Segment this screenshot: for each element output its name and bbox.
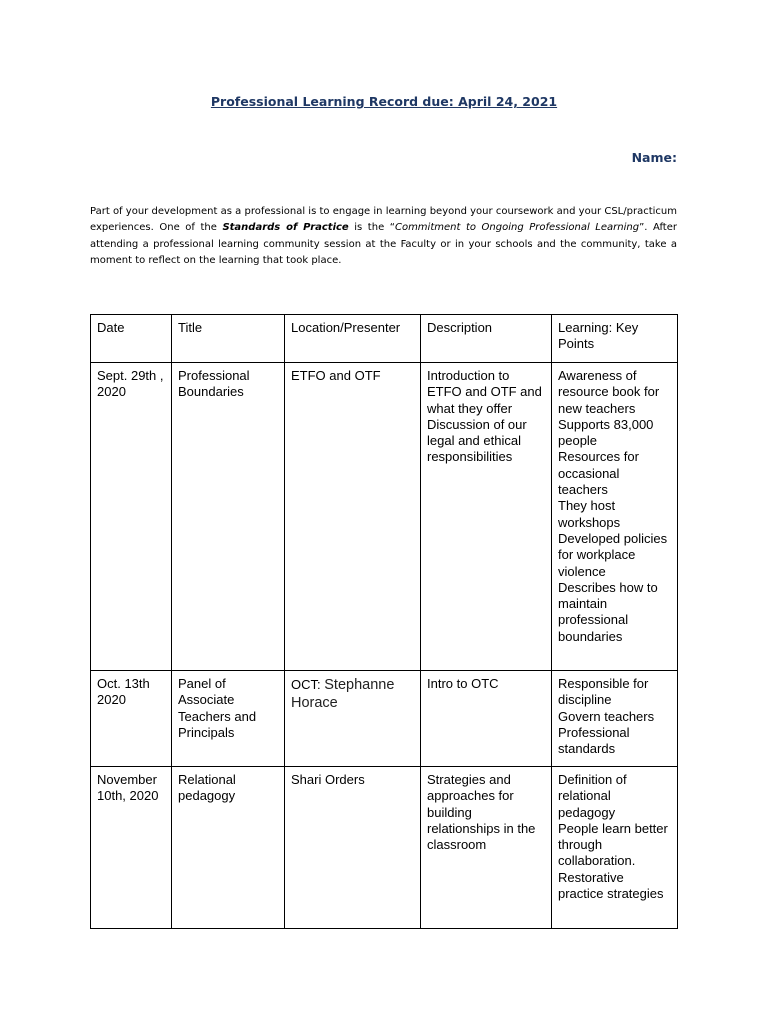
intro-paragraph: [90, 204, 677, 270]
presenter-prefix: OCT:: [291, 677, 321, 692]
presenter-name: Stephanne Horace: [291, 677, 395, 711]
table-header-row: [91, 315, 678, 363]
learning-point: Awareness of resource book for new teachers: [558, 368, 660, 416]
standards-of-practice-emphasis: Standards of Practice: [222, 222, 349, 234]
learning-point: Resources for occasional teachers: [558, 449, 639, 498]
cell-learning: [552, 767, 678, 929]
cell-location: [285, 671, 421, 767]
cell-location: ETFO and OTF: [285, 363, 421, 671]
learning-point: Describes how to maintain professional boundaries: [558, 579, 658, 644]
learning-point: People learn better through collaboration.: [558, 820, 668, 869]
learning-point: Professional standards: [558, 724, 630, 757]
table-row: [91, 671, 678, 767]
header-description: Description: [421, 315, 552, 363]
table-row: [91, 363, 678, 671]
intro-text-1: Part of your development as a professional is to engage in learning beyond your coursework and your CSL/practicum experiences. One of the: [90, 206, 677, 234]
cell-title: Professional Boundaries: [172, 363, 285, 671]
description-line: Introduction to ETFO and OTF and what they offer: [427, 368, 542, 416]
header-learning: Learning: Key Points: [552, 315, 678, 363]
learning-point: Govern teachers: [558, 708, 655, 724]
cell-location: Shari Orders: [285, 767, 421, 929]
cell-title: Relational pedagogy: [172, 767, 285, 929]
header-location: Location/Presenter: [285, 315, 421, 363]
cell-description: [421, 363, 552, 671]
description-line: Discussion of our legal and ethical responsibilities: [427, 416, 527, 465]
commitment-emphasis: Commitment to Ongoing Professional Learning: [394, 222, 640, 234]
learning-point: Definition of relational pedagogy: [558, 772, 627, 820]
cell-learning: [552, 363, 678, 671]
cell-learning: [552, 671, 678, 767]
cell-title: Panel of Associate Teachers and Principals: [172, 671, 285, 767]
table-row: [91, 767, 678, 929]
cell-description: [421, 671, 552, 767]
learning-record-table: [90, 314, 678, 929]
intro-text-3: ”. After attending a professional learning community session at the Faculty or in your schools and the community, take a moment to reflect on the learning that took place.: [90, 222, 677, 267]
header-date: Date: [91, 315, 172, 363]
learning-point: Supports 83,000 people: [558, 416, 654, 449]
name-label: Name:: [631, 150, 677, 165]
cell-date: November 10th, 2020: [91, 767, 172, 929]
page-title: Professional Learning Record due: April 24, 2021: [210, 94, 558, 109]
learning-point: Restorative practice strategies: [558, 869, 664, 902]
cell-description: [421, 767, 552, 929]
intro-text-2: is the “: [348, 222, 395, 234]
cell-date: Oct. 13th 2020: [91, 671, 172, 767]
learning-point: Responsible for discipline: [558, 676, 649, 708]
cell-date: Sept. 29th , 2020: [91, 363, 172, 671]
header-title: Title: [172, 315, 285, 363]
learning-point: Developed policies for workplace violence: [558, 530, 668, 579]
description-line: Intro to OTC: [427, 676, 499, 691]
learning-point: They host workshops: [558, 498, 621, 530]
description-line: Strategies and approaches for building relationships in the classroom: [427, 772, 536, 853]
